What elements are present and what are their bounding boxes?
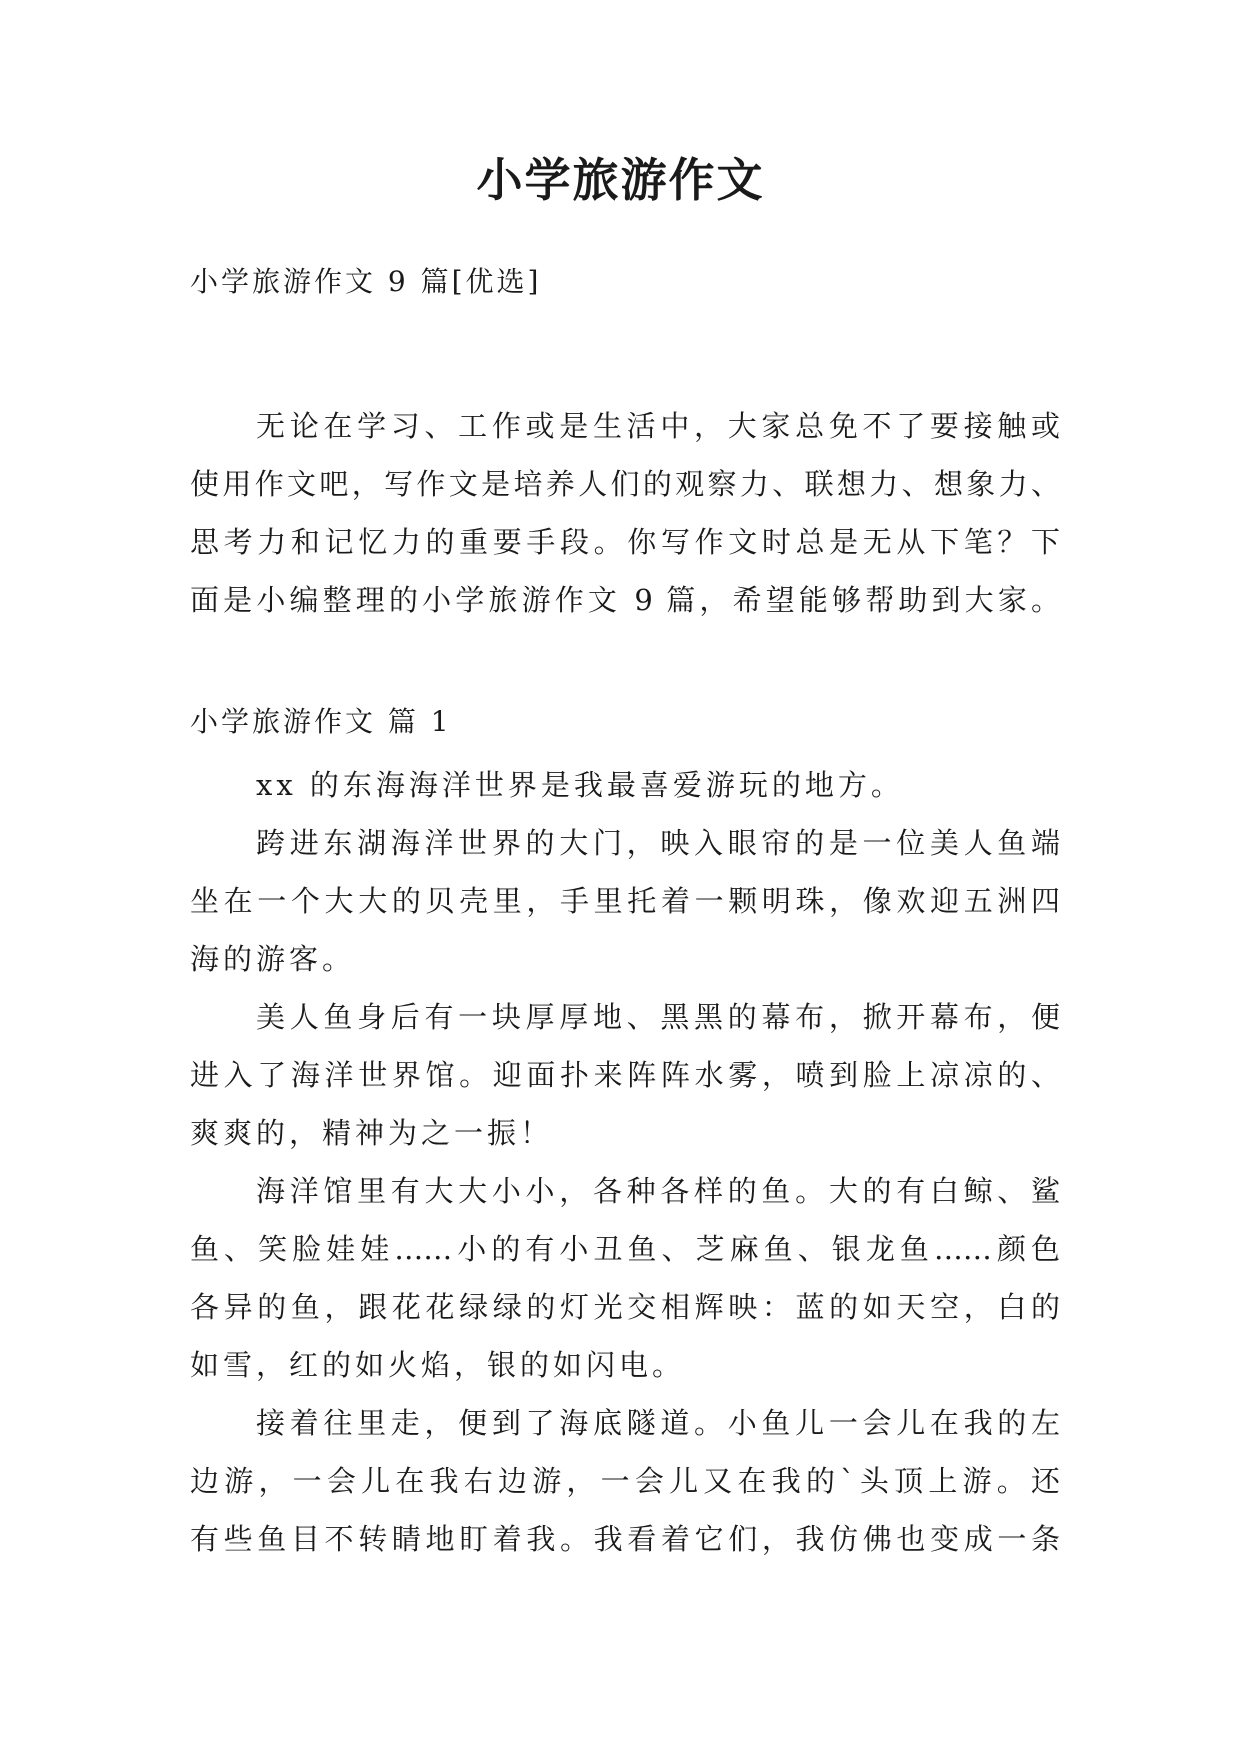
body-line: 有些鱼目不转睛地盯着我。我看着它们，我仿佛也变成一条 [190,1522,1060,1556]
body-line: 各异的鱼，跟花花绿绿的灯光交相辉映：蓝的如天空，白的 [190,1290,1060,1324]
document-subtitle: 小学旅游作文 9 篇[优选] [190,265,542,298]
body-line: 鱼、笑脸娃娃……小的有小丑鱼、芝麻鱼、银龙鱼……颜色 [190,1232,1060,1266]
body-line: 跨进东湖海洋世界的大门，映入眼帘的是一位美人鱼端 [256,826,1060,860]
body-line: 接着往里走，便到了海底隧道。小鱼儿一会儿在我的左 [256,1406,1060,1440]
intro-line: 面是小编整理的小学旅游作文 9 篇，希望能够帮助到大家。 [190,583,1060,617]
body-line: 海洋馆里有大大小小，各种各样的鱼。大的有白鲸、鲨 [256,1174,1060,1208]
body-line: 进入了海洋世界馆。迎面扑来阵阵水雾，喷到脸上凉凉的、 [190,1058,1060,1092]
intro-paragraph [190,397,1060,629]
document-title: 小学旅游作文 [476,153,765,207]
body-line: 如雪，红的如火焰，银的如闪电。 [190,1348,686,1382]
body-line: xx 的东海海洋世界是我最喜爱游玩的地方。 [256,768,904,802]
body-line: 坐在一个大大的贝壳里，手里托着一颗明珠，像欢迎五洲四 [190,884,1060,918]
body-line: 边游，一会儿在我右边游，一会儿又在我的`头顶上游。还 [190,1464,1060,1498]
body-line: 爽爽的，精神为之一振！ [190,1116,554,1150]
body-text [190,756,1060,1568]
body-line: 美人鱼身后有一块厚厚地、黑黑的幕布，掀开幕布，便 [256,1000,1060,1034]
intro-line: 使用作文吧，写作文是培养人们的观察力、联想力、想象力、 [190,467,1060,501]
intro-line: 思考力和记忆力的重要手段。你写作文时总是无从下笔？下 [190,525,1060,559]
body-line: 海的游客。 [190,942,356,976]
intro-line: 无论在学习、工作或是生活中，大家总免不了要接触或 [256,409,1060,443]
section-heading: 小学旅游作文 篇 1 [190,705,452,738]
